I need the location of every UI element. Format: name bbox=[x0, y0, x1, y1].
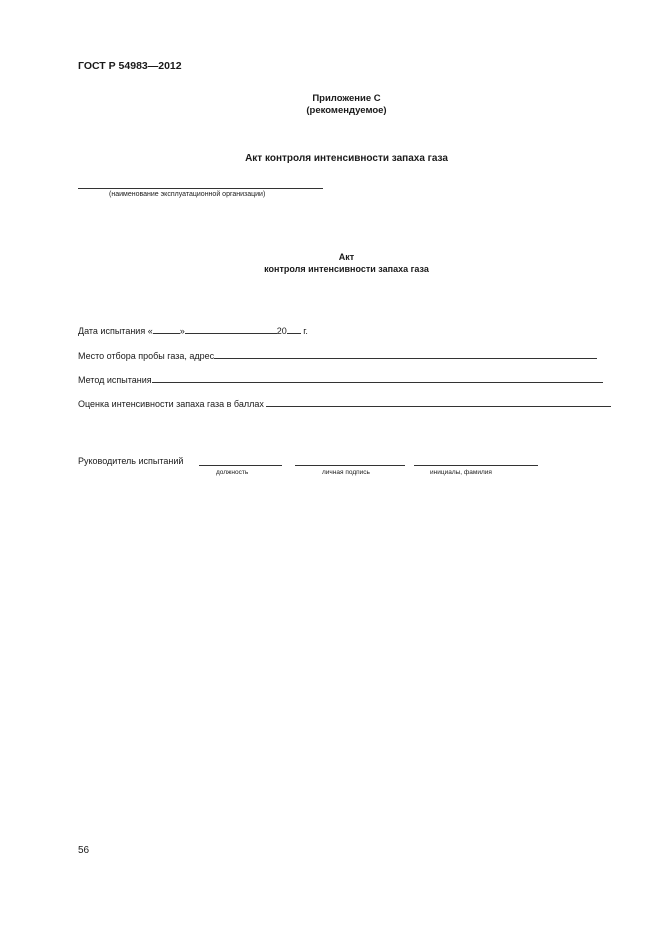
place-field bbox=[78, 349, 597, 362]
page-number: 56 bbox=[78, 845, 90, 856]
name-blank[interactable] bbox=[414, 465, 538, 466]
appendix-title bbox=[0, 93, 661, 117]
date-mid: » bbox=[179, 326, 185, 336]
main-heading: Акт контроля интенсивности запаха газа bbox=[245, 153, 448, 164]
signature-field bbox=[78, 456, 183, 467]
date-field bbox=[78, 324, 308, 337]
act-title-line2: контроля интенсивности запаха газа bbox=[264, 264, 429, 274]
place-label: Место отбора пробы газа, адрес bbox=[78, 351, 215, 361]
signature-caption: личная подпись bbox=[322, 469, 370, 476]
name-caption: инициалы, фамилия bbox=[430, 469, 492, 476]
appendix-note: (рекомендуемое) bbox=[306, 105, 387, 116]
date-year-blank[interactable] bbox=[287, 324, 301, 334]
position-blank[interactable] bbox=[199, 465, 282, 466]
document-code: ГОСТ Р 54983—2012 bbox=[78, 60, 182, 72]
score-blank[interactable] bbox=[266, 397, 611, 407]
organization-line bbox=[78, 188, 323, 189]
place-blank[interactable] bbox=[214, 349, 597, 359]
date-label: Дата испытания « bbox=[78, 326, 153, 336]
act-title bbox=[0, 251, 661, 275]
score-label: Оценка интенсивности запаха газа в баллах bbox=[78, 399, 264, 409]
appendix-label: Приложение С bbox=[312, 93, 381, 104]
score-field bbox=[78, 397, 611, 410]
method-label: Метод испытания bbox=[78, 375, 152, 385]
date-suffix: г. bbox=[303, 326, 308, 336]
method-blank[interactable] bbox=[152, 373, 603, 383]
signature-blank[interactable] bbox=[295, 465, 405, 466]
date-day-blank[interactable] bbox=[153, 324, 180, 334]
organization-caption: (наименование эксплуатационной организации) bbox=[109, 191, 266, 198]
date-year-prefix: 20 bbox=[276, 326, 287, 336]
signature-label: Руководитель испытаний bbox=[78, 456, 184, 466]
method-field bbox=[78, 373, 603, 386]
act-title-line1: Акт bbox=[338, 252, 355, 262]
date-month-blank[interactable] bbox=[185, 324, 277, 334]
position-caption: должность bbox=[216, 469, 249, 476]
